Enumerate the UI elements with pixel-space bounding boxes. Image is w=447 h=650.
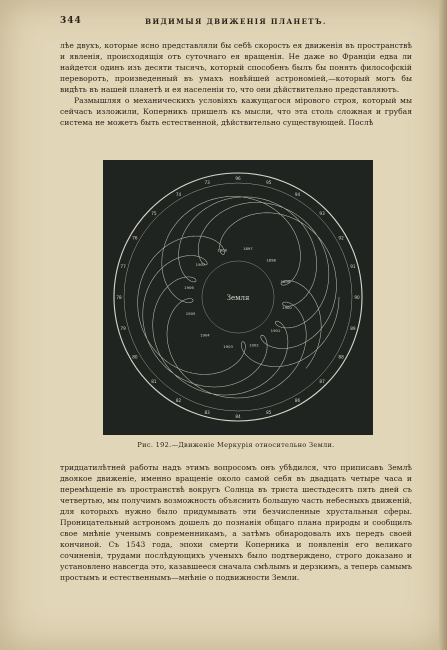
mercury-motion-figure xyxy=(103,160,373,435)
text-block-top xyxy=(60,40,412,128)
ring-number: 82 xyxy=(175,398,182,404)
ring-number: 86 xyxy=(294,398,301,404)
ring-number: 83 xyxy=(204,409,210,415)
year-label: 1897 xyxy=(243,246,253,251)
page-number: 344 xyxy=(60,16,82,26)
ring-number: 87 xyxy=(319,379,325,385)
ring-number: 79 xyxy=(120,325,126,331)
running-title: ВИДИМЫЯ ДВИЖЕНІЯ ПЛАНЕТЪ. xyxy=(145,17,327,26)
text-block-bottom xyxy=(60,462,412,583)
ring-number: 75 xyxy=(151,210,157,216)
year-label: 1899 xyxy=(280,279,291,285)
ring-number: 95 xyxy=(266,180,272,186)
ring-number: 76 xyxy=(132,235,138,241)
figure-drawing xyxy=(103,160,373,435)
year-label: 1905 xyxy=(185,310,196,316)
ring-number: 77 xyxy=(120,264,126,270)
ring-number: 94 xyxy=(294,191,301,197)
ring-number: 96 xyxy=(235,176,241,181)
ring-number: 89 xyxy=(350,325,356,331)
year-label: 1898 xyxy=(266,257,276,263)
ring-number: 84 xyxy=(235,414,241,419)
ring-number: 80 xyxy=(132,354,138,360)
year-label: 1904 xyxy=(200,332,210,338)
year-label: 1903 xyxy=(223,344,233,349)
page-header xyxy=(60,16,412,30)
year-label: 1908 xyxy=(217,247,227,253)
ring-number: 78 xyxy=(116,295,122,300)
year-label: 1907 xyxy=(195,261,206,267)
figure-caption: Рис. 192.—Движеніе Меркурія относительно Земли. xyxy=(137,441,335,449)
ring-number: 88 xyxy=(338,354,344,360)
paragraph: лѣе двухъ, которые ясно представляли бы себѣ скорость ея движенія въ пространствѣ и явленія, происходящія отъ суточнаго ея вращенія. Не даже во Франціи едва ли найдется одинъ изъ десяти тысячъ, который способенъ былъ бы понять философскій переворотъ, произведенный въ умахъ новѣйшей астрономіей,—который могъ бы видѣть въ нашей планетѣ и ея населеніи то, что они дѣйствительно представляютъ. xyxy=(60,41,412,94)
ring-number: 81 xyxy=(151,379,157,385)
ring-number: 93 xyxy=(319,210,325,216)
year-label: 1900 xyxy=(282,304,292,310)
year-label: 1902 xyxy=(249,342,259,348)
page-edge xyxy=(439,0,447,650)
year-label: 1906 xyxy=(184,285,194,291)
paragraph: тридцатилѣтней работы надъ этимъ вопросомъ онъ убѣдился, что приписавъ Землѣ двоякое движеніе, именно вращеніе около самой себя въ двадцать четыре часа и перемѣщеніе въ пространствѣ вокругъ Солнца въ триста шестьдесятъ пять дней съ четвертью, мы получимъ возможность объяснить большую часть небесныхъ движеній, для которыхъ нужно было придумывать эти безчисленные хрустальныя сферы. Проницательный астрономъ дошелъ до познанія общаго плана природы и сообщилъ свое мнѣніе ученымъ современникамъ, а затѣмъ обнародовалъ ихъ передъ своей кончиной. Съ 1543 года, эпохи смерти Коперника и появленія его великаго сочиненія, трудами послѣдующихъ ученыхъ было подтверждено, строго доказано и установлено навсегда это, казавшееся сначала смѣлымъ и дерзкимъ, а теперь самымъ простымъ и естественнымъ—мнѣніе о подвижности Земли. xyxy=(60,463,412,582)
paragraph: Размышляя о механическихъ условіяхъ кажущагося мірового строя, который мы сейчасъ изложили, Коперникъ пришелъ къ мысли, что эта столь сложная и грубая система не можетъ быть естественной, дѣйствительно существующей. Послѣ xyxy=(60,96,412,127)
earth-label: Земля xyxy=(226,294,250,302)
ring-number: 74 xyxy=(175,191,182,197)
ring-number: 91 xyxy=(350,264,356,270)
year-label: 1901 xyxy=(270,328,281,334)
ring-number: 92 xyxy=(338,235,344,241)
ring-number: 73 xyxy=(204,180,210,186)
ring-number: 85 xyxy=(266,409,272,415)
ring-number: 90 xyxy=(354,295,360,300)
